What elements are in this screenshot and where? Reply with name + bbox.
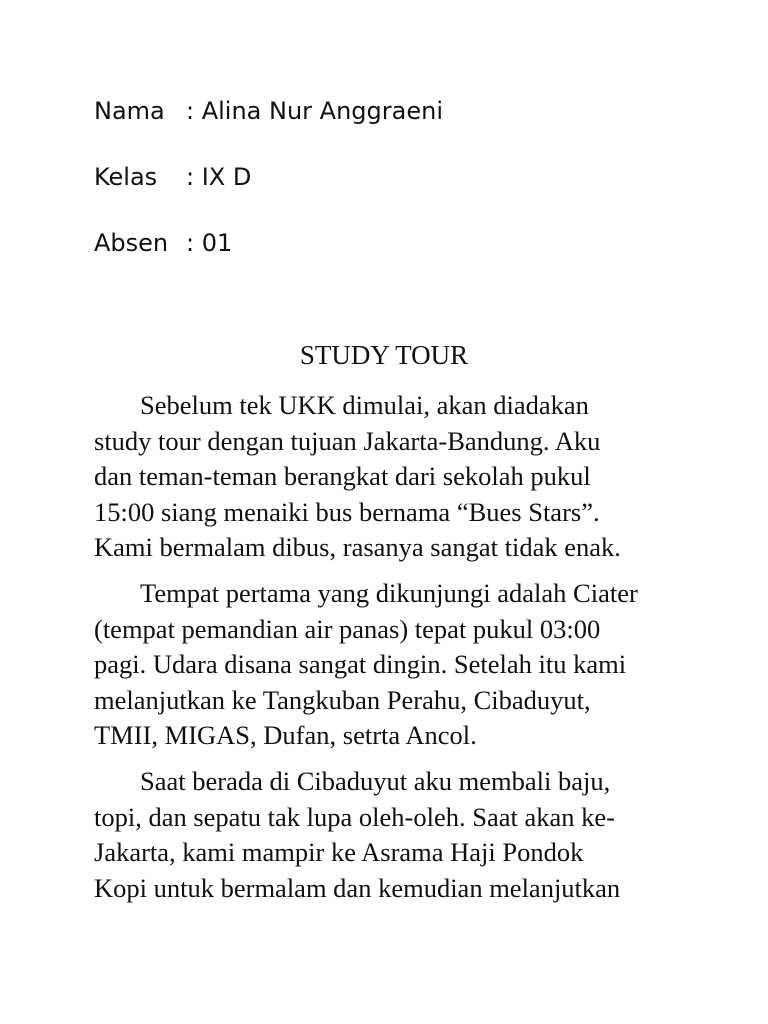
text-line: melanjutkan ke Tangkuban Perahu, Cibaduyut,: [94, 684, 591, 715]
text-line: (tempat pemandian air panas) tepat pukul 03:00: [94, 613, 601, 644]
paragraph-3: [94, 764, 694, 906]
text-line: Saat berada di Cibaduyut aku membali baju,: [140, 766, 611, 796]
identity-label: Absen: [94, 229, 169, 257]
identity-value: : Alina Nur Anggraeni: [186, 97, 443, 125]
text-line: TMII, MIGAS, Dufan, setrta Ancol.: [94, 720, 477, 750]
text-line: Sebelum tek UKK dimulai, akan diadakan: [140, 390, 589, 420]
text-line: pagi. Udara disana sangat dingin. Setelah itu kami: [94, 649, 627, 679]
text-line: topi, dan sepatu tak lupa oleh-oleh. Saat akan ke-: [94, 801, 615, 832]
identity-row-kelas: [94, 160, 251, 194]
paragraph-1: [94, 388, 694, 566]
identity-label: Nama: [94, 97, 165, 125]
identity-label: Kelas: [94, 163, 158, 191]
identity-row-nama: [94, 94, 443, 128]
identity-value: : 01: [186, 229, 233, 257]
text-line: Kopi untuk bermalam dan kemudian melanjutkan: [94, 872, 621, 903]
text-line: 15:00 siang menaiki bus bernama “Bues Stars”.: [94, 496, 600, 527]
text-line: Tempat pertama yang dikunjungi adalah Ciater: [140, 578, 638, 608]
text-line: dan teman-teman berangkat dari sekolah pukul: [94, 461, 591, 491]
identity-value: : IX D: [186, 163, 252, 191]
text-line: Jakarta, kami mampir ke Asrama Haji Pondok: [94, 837, 584, 867]
text-line: Kami bermalam dibus, rasanya sangat tidak enak.: [94, 532, 621, 562]
text-line: study tour dengan tujuan Jakarta-Bandung. Aku: [94, 425, 601, 456]
document-title: STUDY TOUR: [299, 340, 469, 370]
identity-row-absen: [94, 226, 232, 260]
paragraph-2: [94, 576, 694, 754]
